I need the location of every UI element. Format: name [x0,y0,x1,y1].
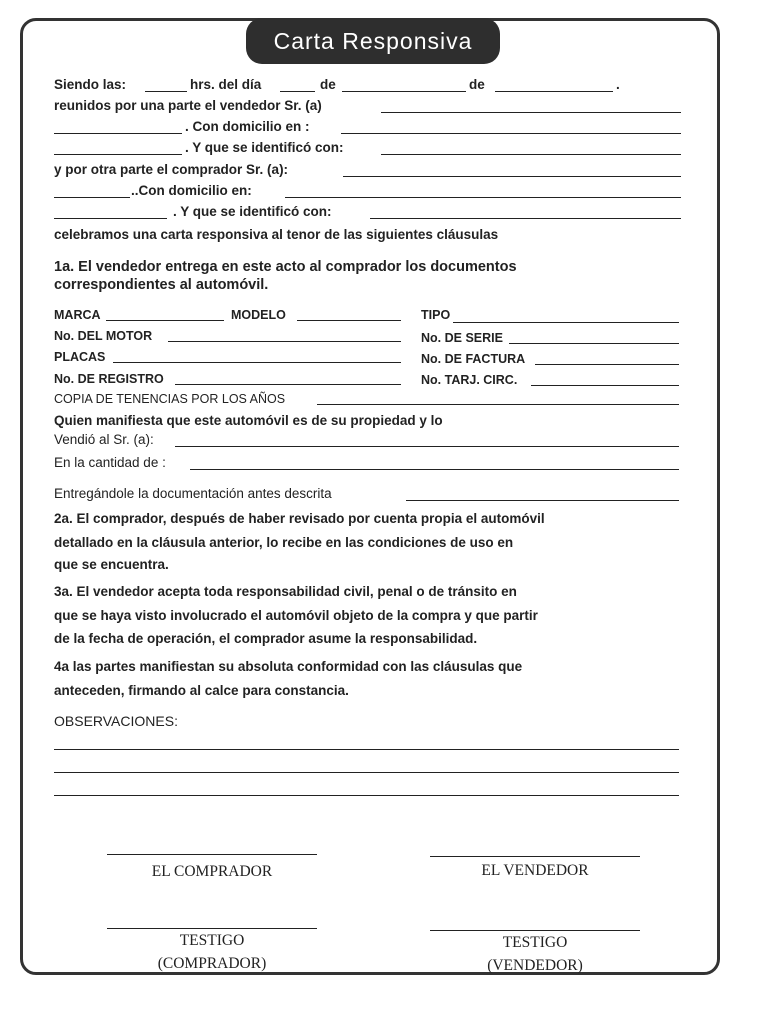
comprador-signature-line[interactable] [107,854,317,855]
vendedor-domicilio-cont-field[interactable] [54,154,182,155]
clause2-line1: 2a. El comprador, después de haber revisado por cuenta propia el automóvil [54,511,545,526]
vendio-label: Vendió al Sr. (a): [54,432,154,447]
testigo-comprador-label-1: TESTIGO [179,932,245,949]
tipo-field[interactable] [453,322,679,323]
con-domicilio-label-2: ..Con domicilio en: [131,183,252,198]
clause1-line1: 1a. El vendedor entrega en este acto al comprador los documentos [54,259,517,275]
clause2-line3: que se encuentra. [54,557,169,572]
documentacion-field[interactable] [406,500,679,501]
manifiesta-text: Quien manifiesta que este automóvil es de su propiedad y lo [54,413,443,428]
hrs-del-dia-label: hrs. del día [190,77,262,92]
marca-label: MARCA [54,308,101,322]
celebramos-text: celebramos una carta responsiva al tenor de las siguientes cláusulas [54,227,499,242]
con-domicilio-label-1: . Con domicilio en : [185,119,310,134]
de-label-2: de [469,77,485,92]
placas-field[interactable] [113,362,401,363]
comprador-domicilio-field[interactable] [285,197,681,198]
comprador-identificacion-field[interactable] [370,218,681,219]
comprador-domicilio-cont-field[interactable] [54,218,167,219]
identifico-label-2: . Y que se identificó con: [173,204,332,219]
clause4-line1: 4a las partes manifiestan su absoluta conformidad con las cláusulas que [54,659,523,674]
hora-field[interactable] [145,91,187,92]
vendedor-identificacion-field[interactable] [381,154,681,155]
clause1-line2: correspondientes al automóvil. [54,277,269,293]
clause3-line2: que se haya visto involucrado el automóvil objeto de la compra y que partir [54,608,538,623]
vendedor-name-field[interactable] [381,112,681,113]
cantidad-field[interactable] [190,469,679,470]
marca-field[interactable] [106,320,224,321]
factura-field[interactable] [535,364,679,365]
serie-label: No. DE SERIE [421,331,503,345]
tarj-field[interactable] [531,385,679,386]
modelo-label: MODELO [231,308,286,322]
dia-field[interactable] [280,91,315,92]
form-title: Carta Responsiva [246,18,500,64]
anio-field[interactable] [495,91,613,92]
vendedor-name-cont-field[interactable] [54,133,182,134]
observaciones-line-3[interactable] [54,795,679,796]
factura-label: No. DE FACTURA [421,352,526,366]
testigo-vendedor-label-2: (VENDEDOR) [487,957,583,974]
comprador-name-cont-field[interactable] [54,197,130,198]
registro-label: No. DE REGISTRO [54,372,164,386]
reunidos-label: reunidos por una parte el vendedor Sr. (a) [54,98,322,113]
clause3-line1: 3a. El vendedor acepta toda responsabilidad civil, penal o de tránsito en [54,584,517,599]
testigo-vendedor-label-1: TESTIGO [502,934,568,951]
observaciones-line-2[interactable] [54,772,679,773]
tipo-label: TIPO [421,308,451,322]
period-mark: . [616,77,620,92]
modelo-field[interactable] [297,320,401,321]
testigo-comprador-label-2: (COMPRADOR) [157,955,267,972]
observaciones-label: OBSERVACIONES: [54,713,178,729]
identifico-label-1: . Y que se identificó con: [185,140,344,155]
testigo-vendedor-signature-line[interactable] [430,930,640,931]
vendedor-domicilio-field[interactable] [341,133,681,134]
clause2-line2: detallado en la cláusula anterior, lo recibe en las condiciones de uso en [54,535,514,550]
comprador-signature-label: EL COMPRADOR [151,863,273,880]
testigo-comprador-signature-line[interactable] [107,928,317,929]
vendedor-signature-label: EL VENDEDOR [481,862,589,879]
tenencias-field[interactable] [317,404,679,405]
siendo-las-label: Siendo las: [54,77,127,92]
mes-field[interactable] [342,91,466,92]
motor-field[interactable] [168,341,401,342]
comprador-label: y por otra parte el comprador Sr. (a): [54,162,289,177]
registro-field[interactable] [175,384,401,385]
de-label-1: de [320,77,336,92]
serie-field[interactable] [509,343,679,344]
tarj-label: No. TARJ. CIRC. [421,373,518,387]
placas-label: PLACAS [54,350,106,364]
observaciones-line-1[interactable] [54,749,679,750]
motor-label: No. DEL MOTOR [54,329,153,343]
entregandole-text: Entregándole la documentación antes descrita [54,486,332,501]
clause3-line3: de la fecha de operación, el comprador asume la responsabilidad. [54,631,478,646]
vendedor-signature-line[interactable] [430,856,640,857]
vendio-field[interactable] [175,446,679,447]
tenencias-label: COPIA DE TENENCIAS POR LOS AÑOS [54,392,286,406]
comprador-name-field[interactable] [343,176,681,177]
cantidad-label: En la cantidad de : [54,455,166,470]
clause4-line2: anteceden, firmando al calce para constancia. [54,683,349,698]
